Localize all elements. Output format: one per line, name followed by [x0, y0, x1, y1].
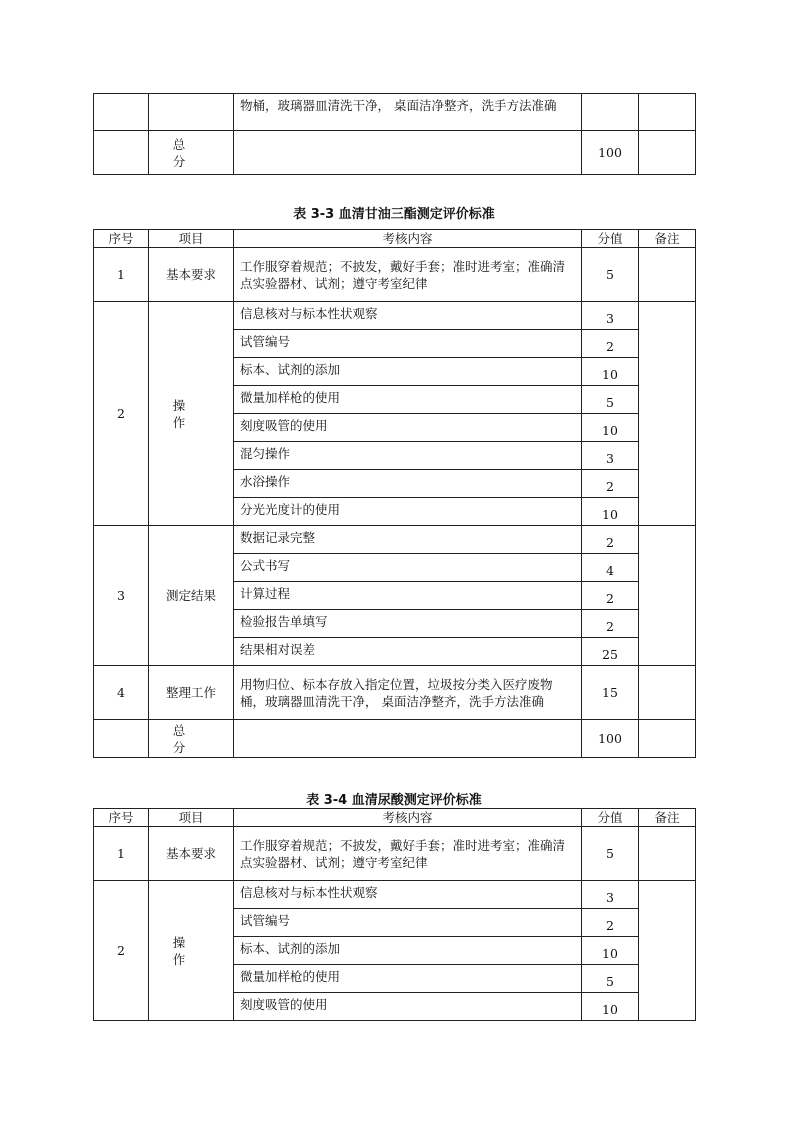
group-item: 基本要求: [149, 827, 234, 881]
table-3-3-title: 表 3-3 血清甘油三酯测定评价标准: [293, 207, 495, 222]
table-3-2-tail: [93, 93, 696, 175]
score-cell: 2: [582, 330, 639, 358]
header-content: 考核内容: [234, 809, 582, 827]
content-cell: 信息核对与标本性状观察: [234, 881, 582, 909]
header-row: [94, 230, 696, 248]
score-cell: 5: [582, 386, 639, 414]
content-cell: 微量加样枪的使用: [234, 965, 582, 993]
table-3-4: [93, 808, 696, 1021]
table-3-3: [93, 229, 696, 758]
total-label: 总 分: [149, 131, 234, 175]
table-row: [94, 526, 696, 554]
header-item: 项目: [149, 230, 234, 248]
content-cell: 公式书写: [234, 554, 582, 582]
score-cell: 10: [582, 498, 639, 526]
score-cell: 2: [582, 610, 639, 638]
remark-cell: [639, 666, 696, 720]
remark-cell: [639, 526, 696, 666]
group-number: 3: [94, 526, 149, 666]
remark-cell: [639, 881, 696, 1021]
remark-cell: [639, 302, 696, 526]
content-cell: 工作服穿着规范；不披发，戴好手套；准时进考室；准确清点实验器材、试剂；遵守考室纪律: [234, 827, 582, 881]
group-number: 2: [94, 881, 149, 1021]
content-cell: 刻度吸管的使用: [234, 414, 582, 442]
header-row: [94, 809, 696, 827]
score-cell: 3: [582, 442, 639, 470]
group-item: 基本要求: [149, 248, 234, 302]
header-score: 分值: [582, 230, 639, 248]
content-cell: 工作服穿着规范；不披发，戴好手套；准时进考室；准确清点实验器材、试剂；遵守考室纪律: [234, 248, 582, 302]
content-cell: 刻度吸管的使用: [234, 993, 582, 1021]
group-item: 整理工作: [149, 666, 234, 720]
group-number: 1: [94, 248, 149, 302]
content-cell: 计算过程: [234, 582, 582, 610]
group-number: 4: [94, 666, 149, 720]
table-row: [94, 827, 696, 881]
score-cell: 4: [582, 554, 639, 582]
table-row: [94, 94, 696, 131]
header-content: 考核内容: [234, 230, 582, 248]
score-cell: 2: [582, 582, 639, 610]
remark-cell: [639, 248, 696, 302]
group-number: 1: [94, 827, 149, 881]
score-cell: 3: [582, 881, 639, 909]
table-row: [94, 248, 696, 302]
content-cell: 标本、试剂的添加: [234, 358, 582, 386]
empty-cell: [94, 720, 149, 758]
group-item: 操 作: [149, 302, 234, 526]
group-number: 2: [94, 302, 149, 526]
score-cell: 10: [582, 993, 639, 1021]
content-cell: 水浴操作: [234, 470, 582, 498]
header-score: 分值: [582, 809, 639, 827]
score-cell: 2: [582, 526, 639, 554]
content-cell: 信息核对与标本性状观察: [234, 302, 582, 330]
table-row: [94, 302, 696, 330]
content-cell: 物桶，玻璃器皿清洗干净， 桌面洁净整齐，洗手方法准确: [234, 94, 582, 131]
empty-cell: [234, 720, 582, 758]
content-cell: 试管编号: [234, 909, 582, 937]
content-cell: 结果相对误差: [234, 638, 582, 666]
header-remark: 备注: [639, 809, 696, 827]
remark-cell: [639, 720, 696, 758]
content-cell: 标本、试剂的添加: [234, 937, 582, 965]
content-cell: 数据记录完整: [234, 526, 582, 554]
score-cell: 10: [582, 414, 639, 442]
score-cell: 2: [582, 909, 639, 937]
score-cell: 15: [582, 666, 639, 720]
score-cell: 5: [582, 248, 639, 302]
content-cell: 分光光度计的使用: [234, 498, 582, 526]
content-cell: 用物归位、标本存放入指定位置，垃圾按分类入医疗废物桶，玻璃器皿清洗干净， 桌面洁净整齐，洗手方法准确: [234, 666, 582, 720]
score-cell: 25: [582, 638, 639, 666]
score-cell: 3: [582, 302, 639, 330]
table-3-4-title: 表 3-4 血清尿酸测定评价标准: [306, 793, 482, 808]
content-cell: 试管编号: [234, 330, 582, 358]
score-cell: 10: [582, 937, 639, 965]
table-row: [94, 881, 696, 909]
content-cell: 混匀操作: [234, 442, 582, 470]
score-cell: 5: [582, 965, 639, 993]
total-score: 100: [582, 131, 639, 175]
group-item: 测定结果: [149, 526, 234, 666]
total-row: [94, 131, 696, 175]
content-cell: 检验报告单填写: [234, 610, 582, 638]
total-row: [94, 720, 696, 758]
header-remark: 备注: [639, 230, 696, 248]
total-score: 100: [582, 720, 639, 758]
group-item: 操 作: [149, 881, 234, 1021]
header-no: 序号: [94, 809, 149, 827]
score-cell: 10: [582, 358, 639, 386]
header-no: 序号: [94, 230, 149, 248]
total-label: 总 分: [149, 720, 234, 758]
content-cell: 微量加样枪的使用: [234, 386, 582, 414]
score-cell: 2: [582, 470, 639, 498]
score-cell: 5: [582, 827, 639, 881]
header-item: 项目: [149, 809, 234, 827]
remark-cell: [639, 827, 696, 881]
table-row: [94, 666, 696, 720]
